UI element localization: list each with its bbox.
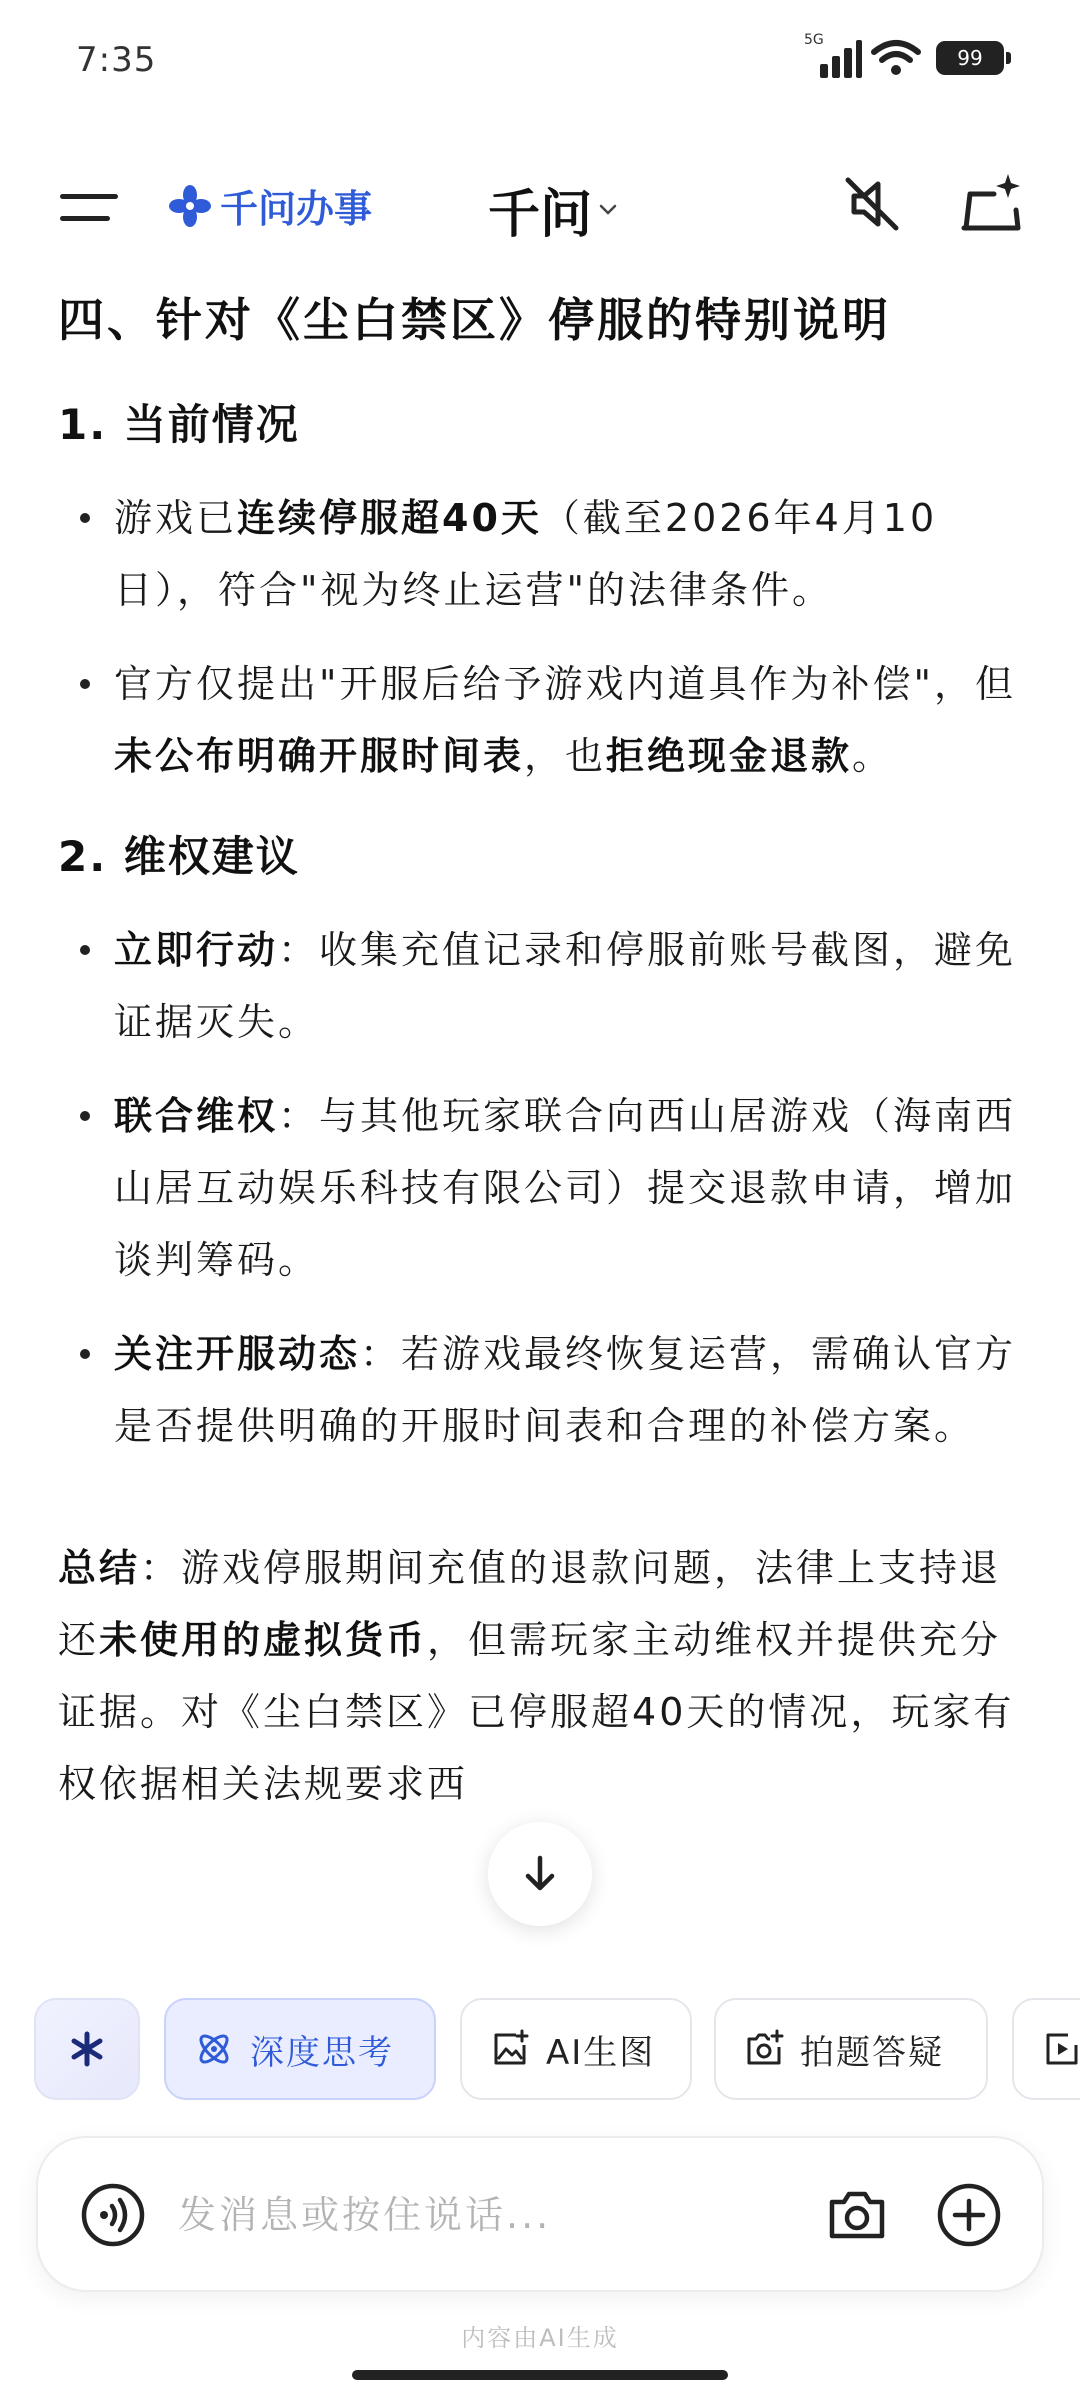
atom-icon <box>194 2029 234 2069</box>
network-type: 5G <box>804 32 824 48</box>
ai-image-chip[interactable] <box>460 1998 692 2100</box>
voice-input-icon[interactable] <box>80 2182 146 2248</box>
app-header <box>0 150 1080 260</box>
photo-solve-chip[interactable] <box>714 1998 988 2100</box>
new-chat-sparkle-icon[interactable] <box>958 170 1024 236</box>
assistant-chip[interactable] <box>34 1998 140 2100</box>
chat-response <box>58 270 1018 1820</box>
model-selector[interactable] <box>488 172 618 247</box>
video-icon <box>1042 2029 1080 2069</box>
status-time: 7:35 <box>76 40 157 80</box>
brand-name: 千问办事 <box>220 187 373 231</box>
wifi-icon <box>870 38 922 78</box>
chevron-down-icon <box>598 203 618 217</box>
scroll-down-button[interactable] <box>488 1822 592 1926</box>
status-icons <box>804 32 1004 78</box>
list-item: 关注开服动态：若游戏最终恢复运营，需确认官方是否提供明确的开服时间表和合理的补偿方案。 <box>114 1318 1018 1462</box>
subsection-heading: 1. 当前情况 <box>58 400 300 449</box>
message-composer <box>36 2136 1044 2292</box>
list-item: 官方仅提出"开服后给予游戏内道具作为补偿"，但未公布明确开服时间表，也拒绝现金退款。 <box>114 648 1018 792</box>
summary-paragraph: 总结：游戏停服期间充值的退款问题，法律上支持退还未使用的虚拟货币，但需玩家主动维权并提供充分证据。对《尘白禁区》已停服超40天的情况，玩家有权依据相关法规要求西 <box>58 1546 1015 1806</box>
home-indicator[interactable] <box>352 2370 728 2380</box>
arrow-down-icon <box>518 1852 562 1896</box>
deep-think-chip[interactable] <box>164 1998 436 2100</box>
image-plus-icon <box>490 2029 530 2069</box>
asterisk-icon <box>67 2029 107 2069</box>
chip-label: 拍题答疑 <box>800 2032 944 2073</box>
battery-icon <box>936 41 1004 75</box>
ai-disclaimer: 内容由AI生成 <box>461 2324 619 2352</box>
list-item: 立即行动：收集充值记录和停服前账号截图，避免证据灭失。 <box>114 914 1018 1058</box>
section-title: 四、针对《尘白禁区》停服的特别说明 <box>58 293 891 347</box>
add-icon[interactable] <box>936 2182 1002 2248</box>
bullet-list <box>114 914 1018 1462</box>
chip-label: 深度思考 <box>250 2032 394 2073</box>
speaker-mute-icon[interactable] <box>840 172 904 236</box>
video-chip[interactable] <box>1012 1998 1080 2100</box>
subsection-heading: 2. 维权建议 <box>58 832 300 881</box>
menu-icon[interactable] <box>60 188 118 228</box>
model-name: 千问 <box>488 185 593 245</box>
tool-chips <box>0 1998 1080 2102</box>
list-item: 联合维权：与其他玩家联合向西山居游戏（海南西山居互动娱乐科技有限公司）提交退款申请，增加谈判筹码。 <box>114 1080 1018 1296</box>
status-bar <box>0 0 1080 120</box>
chip-label: AI生图 <box>546 2032 656 2073</box>
camera-plus-icon <box>744 2029 784 2069</box>
bullet-list <box>114 482 1018 792</box>
signal-icon <box>804 32 856 78</box>
brand-logo-icon <box>168 184 212 228</box>
brand-link[interactable] <box>168 178 372 233</box>
message-input[interactable] <box>178 2182 818 2248</box>
camera-icon[interactable] <box>824 2182 890 2248</box>
list-item: 游戏已连续停服超40天（截至2026年4月10日），符合"视为终止运营"的法律条件。 <box>114 482 1018 626</box>
battery-level: 99 <box>957 46 983 70</box>
